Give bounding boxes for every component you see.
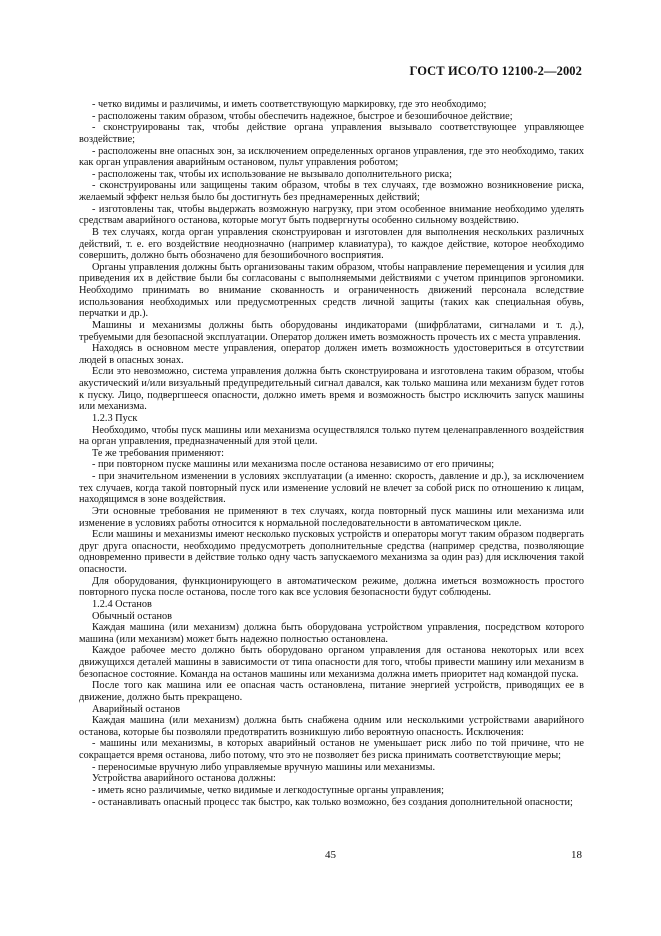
paragraph: Обычный останов [92, 610, 172, 622]
paragraph: 1.2.4 Останов [92, 598, 152, 610]
paragraph: - при значительном изменении в условиях эксплуатации (а именно: скорость, давление и др.), за исключением тех случаев, когда такой повторный пуск или изменение условий не влечет за собой риск по отношению к лицам, находящимся в зоне воздействия. [79, 471, 584, 506]
paragraph: Аварийный останов [92, 703, 181, 715]
paragraph: - переносимые вручную либо управляемые вручную машины или механизмы. [92, 761, 436, 773]
paragraph: Каждая машина (или механизм) должна быть снабжена одним или несколькими устройствами аварийного останова, которые бы позволяли предотвратить возникшую либо вероятную опасность. Исключения: [79, 715, 584, 738]
paragraph: Те же требования применяют: [92, 447, 224, 459]
paragraph: - иметь ясно различимые, четко видимые и легкодоступные органы управления; [92, 784, 445, 796]
paragraph: В тех случаях, когда орган управления сконструирован и изготовлен для выполнения нескольких различных действий, т. е. его воздействие неоднозначно (например клавиатура), то каждое действие, которое необходимо совершить, должно быть обозначено для безошибочного восприятия. [79, 226, 584, 262]
paragraph: Устройства аварийного останова должны: [92, 773, 276, 785]
body-text [79, 99, 584, 808]
paragraph: Если машины и механизмы имеют несколько пусковых устройств и операторы могут таким образом подвергать друг друга опасности, необходимо предусмотреть дополнительные средства (например средства, позволяющие одновременно привести в действие только одну часть запускаемого механизма за один раз) для исключения такой опасности. [79, 529, 584, 575]
paragraph: Находясь в основном месте управления, оператор должен иметь возможность удостовериться в отсутствии людей в опасных зонах. [79, 343, 584, 366]
paragraph: - машины или механизмы, в которых аварийный останов не уменьшает риск либо по той причине, что не сокращается время останова, либо потому, что это не позволяет без риска принимать соответствующие меры; [79, 738, 584, 761]
paragraph: - при повторном пуске машины или механизма после останова независимо от его причины; [92, 459, 495, 471]
paragraph: Каждая машина (или механизм) должна быть оборудована устройством управления, посредством которого машина (или механизм) может быть надежно полностью остановлена. [79, 622, 584, 645]
paragraph: Необходимо, чтобы пуск машины или механизма осуществлялся только путем целенаправленного воздействия на орган управления, предназначенный для этой цели. [79, 424, 584, 448]
paragraph: Эти основные требования не применяют в тех случаях, когда повторный пуск машины или механизма или изменение в условиях работы относится к нормальной последовательности в автоматическом цикле. [79, 505, 584, 529]
paragraph: Если это невозможно, система управления должна быть сконструирована и изготовлена таким образом, чтобы акустический и/или визуальный предупредительный сигнал давался, как только машина или механизм будет готов к пуску. Лицо, подвергшееся опасности, должно иметь время и возможность быстро исключить запуск машины или механизма. [79, 366, 584, 413]
paragraph: - расположены вне опасных зон, за исключением определенных органов управления, где это необходимо, таких как орган управления аварийным остановом, пульт управления роботом; [79, 145, 584, 169]
paragraph: Машины и механизмы должны быть оборудованы индикаторами (шифрблатами, сигналами и т. д.), требуемыми для безопасной эксплуатации. Оператор должен иметь возможность прочесть их с места управления. [79, 319, 584, 343]
paragraph: - изготовлены так, чтобы выдержать возможную нагрузку, при этом особенное внимание необходимо уделять средствам аварийного останова, которые могут быть подвергнуты особенно сильному воздействию. [79, 203, 584, 227]
paragraph: После того как машина или ее опасная часть остановлена, питание энергией устройств, приводящих ее в движение, должно быть прекращено. [79, 680, 584, 703]
paragraph: Для оборудования, функционирующего в автоматическом режиме, должна иметься возможность простого повторного пуска после останова, после того как все условия безопасности будут соблюдены. [79, 575, 584, 599]
paragraph: - останавливать опасный процесс так быстро, как только возможно, без создания дополнительной опасности; [92, 796, 573, 808]
paragraph: - четко видимы и различимы, и иметь соответствующую маркировку, где это необходимо; [92, 99, 487, 110]
paragraph: Органы управления должны быть организованы таким образом, чтобы направление перемещения и усилия для приведения их в действие были бы согласованы с выполняемыми действиями с учетом принципов эргономики. Необходимо принимать во внимание скованность и ограниченность движений персонала вследствие использования необходимых или предусмотренных средств личной защиты (таких как специальная обувь, перчатки и др.). [79, 261, 584, 320]
sheet-number: 18 [571, 849, 582, 861]
paragraph: - расположены таким образом, чтобы обеспечить надежное, быстрое и безошибочное действие; [92, 110, 513, 122]
paragraph: - сконструированы так, чтобы действие органа управления вызывало соответствующее управляющее воздействие; [79, 122, 584, 145]
page-number: 45 [325, 849, 336, 861]
standard-id-header: ГОСТ ИСО/ТО 12100-2—2002 [409, 64, 582, 78]
paragraph: Каждое рабочее место должно быть оборудовано органом управления для останова некоторых или всех движущихся деталей машины в зависимости от типа опасности для того, чтобы привести машину или механизм в безопасное состояние. Команда на останов машины или механизма должна иметь приоритет над командой пуска. [79, 645, 584, 680]
paragraph: - сконструированы или защищены таким образом, чтобы в тех случаях, где возможно возникновение риска, желаемый эффект нельзя было бы достигнуть без преднамеренных действий; [79, 180, 584, 203]
paragraph: - расположены так, чтобы их использование не вызывало дополнительного риска; [92, 168, 452, 180]
paragraph: 1.2.3 Пуск [92, 412, 138, 424]
